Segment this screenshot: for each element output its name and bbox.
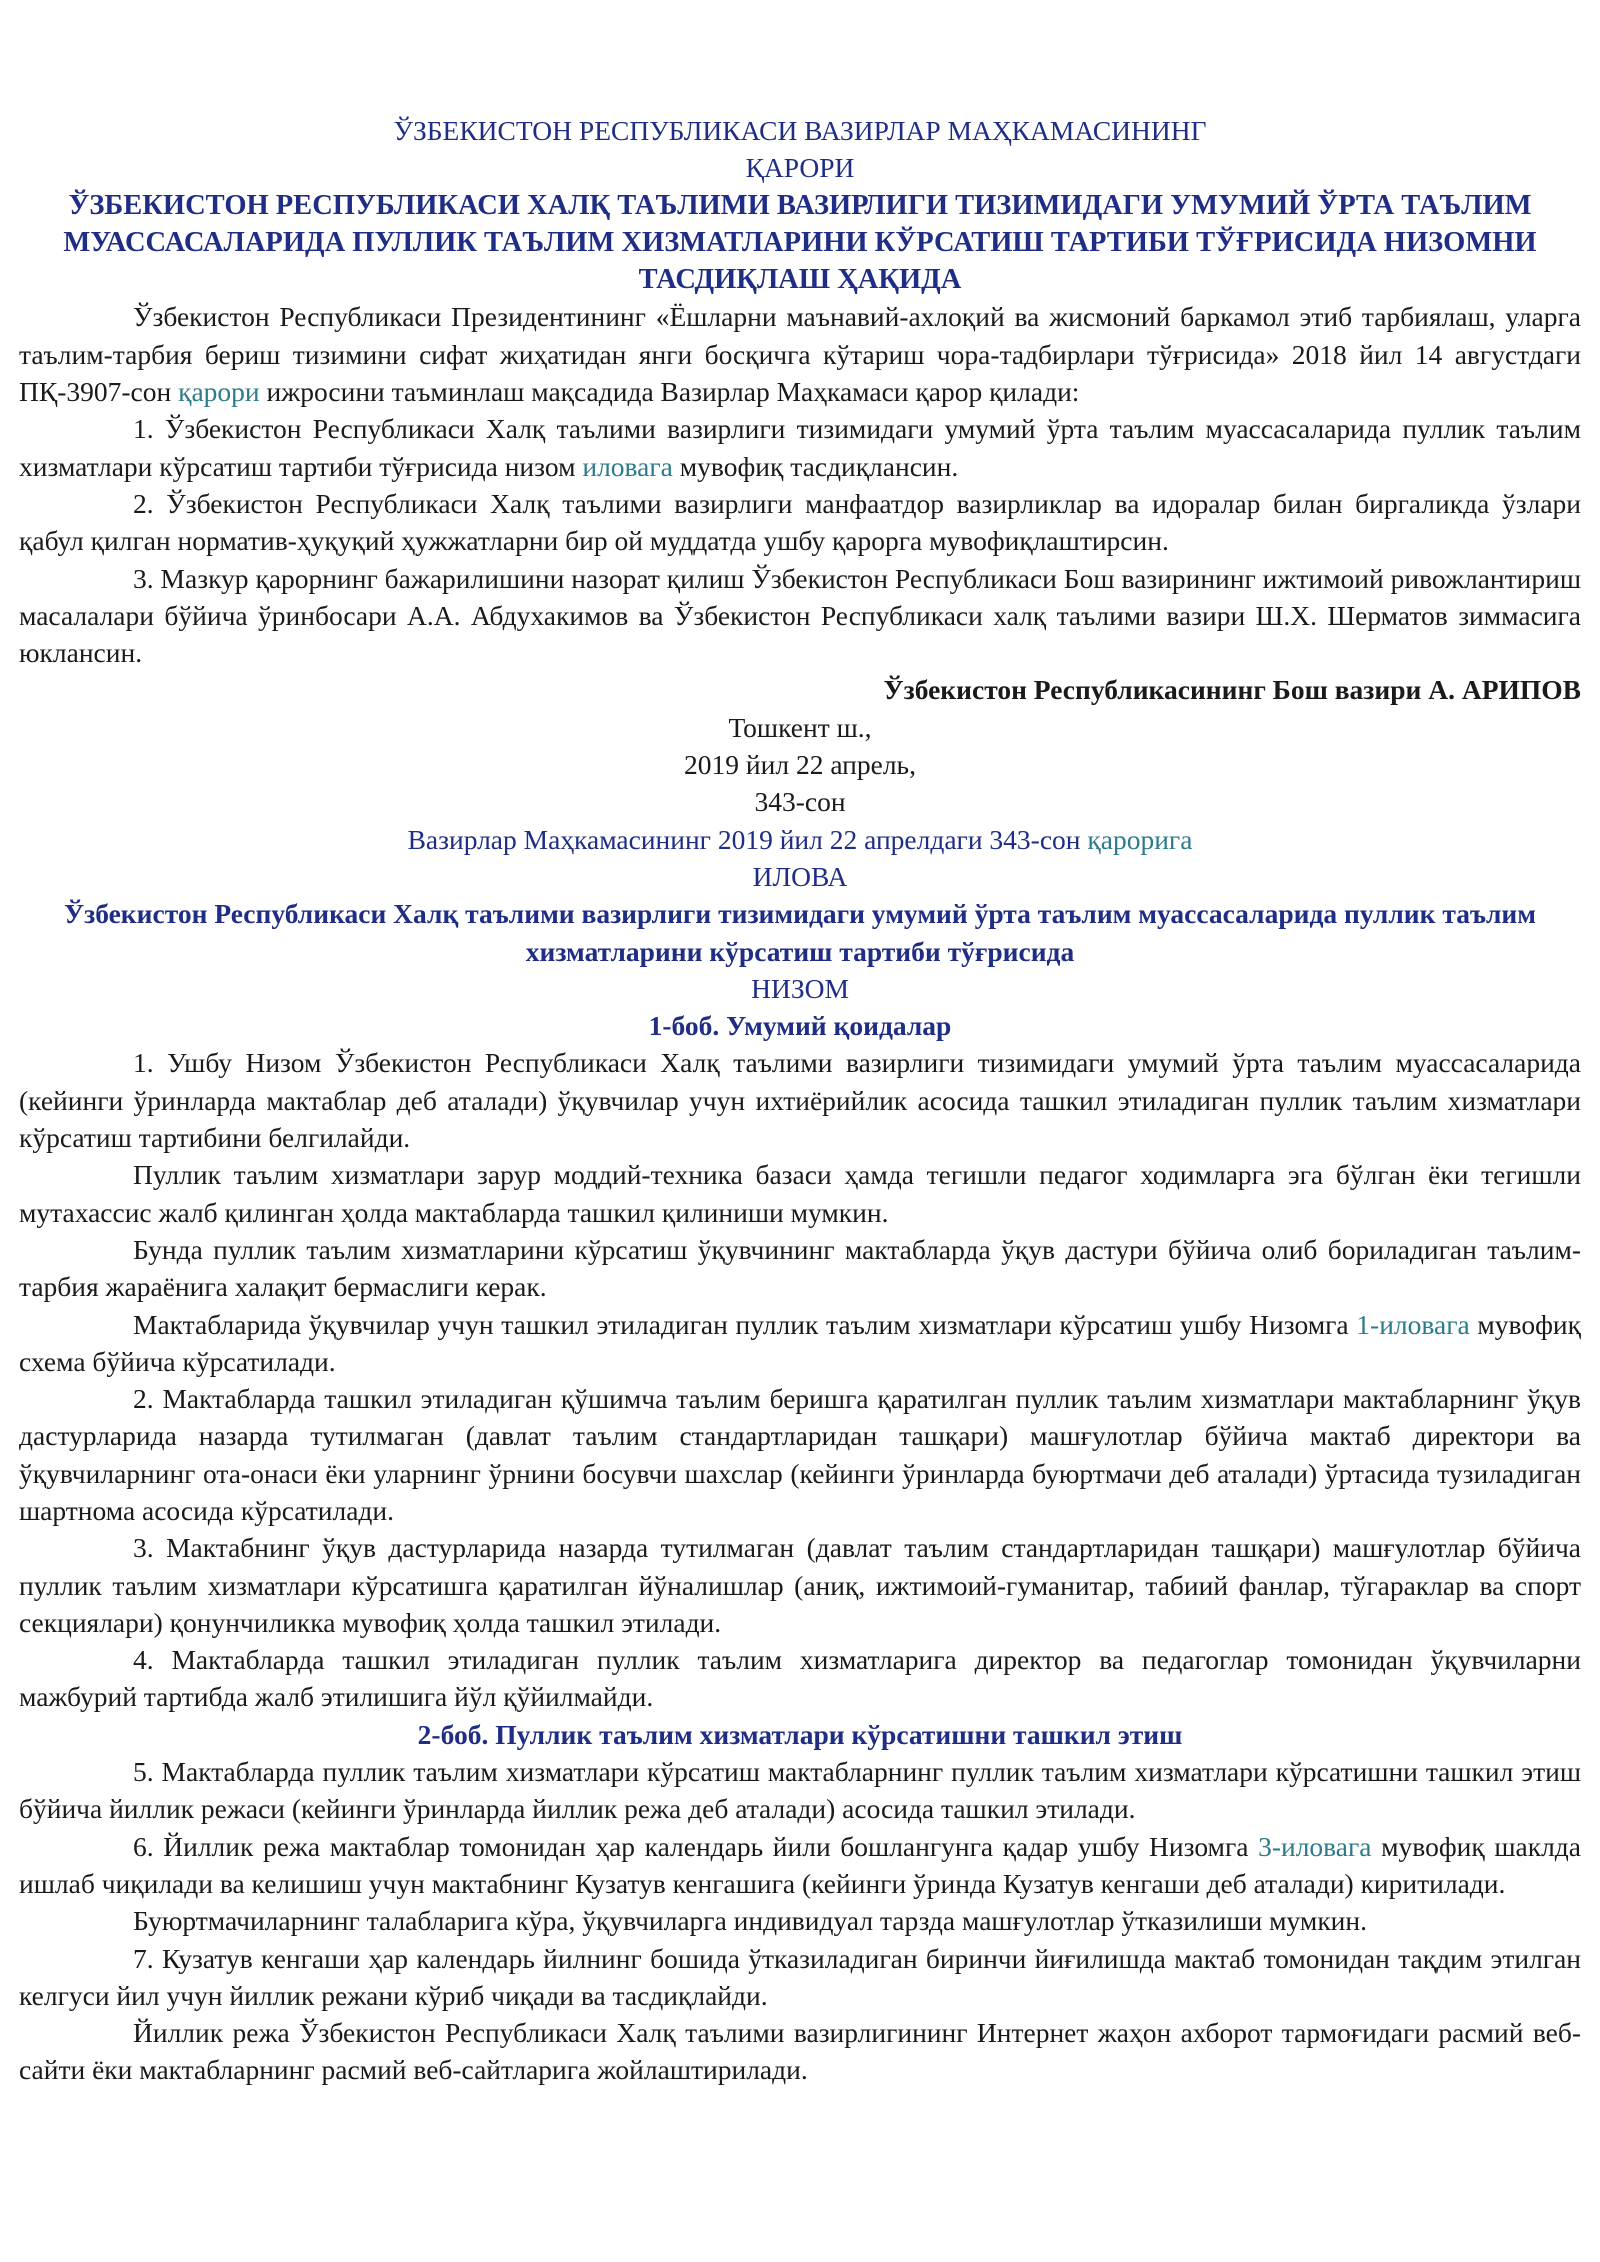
clause-3: 3. Мактабнинг ўқув дастурларида назарда тутилмаган (давлат таълим стандартларидан ташқари) машғулотлар бўйича пуллик таълим хизматлари кўрсатишга қаратилган йўналишлар (аниқ, ижтимоий-гуманитар, табиий фанлар, тўгараклар ва спорт секциялари) қонунчиликка мувофиқ ҳолда ташкил этилади. xyxy=(19,1532,1581,1638)
clause-2: 2. Мактабларда ташкил этиладиган қўшимча таълим беришга қаратилган пуллик таълим хизматлари мактабларнинг ўқув дастурларида назарда тутилмаган (давлат таълим стандартларидан ташқари) машғулотлар бўйича мактаб директори ва ўқувчиларнинг ота-онаси ёки уларнинг ўрнини босувчи шахслар (кейинги ўринларда буюртмачи деб аталади) ўртасида тузиладиган шартнома асосида кўрсатилади. xyxy=(19,1383,1581,1526)
annex-label: ИЛОВА xyxy=(752,860,848,892)
clause-1-para-2: Пуллик таълим хизматлари зарур моддий-техника базаси ҳамда тегишли педагог ходимларга эга бўлган ёки тегишли мутахассис жалб қилинган ҳолда мактабларда ташкил қилиниши мумкин. xyxy=(19,1159,1581,1228)
preamble xyxy=(19,298,1581,410)
decree-item-1-end: мувофиқ тасдиқлансин. xyxy=(672,450,959,482)
doc-type: ҚАРОРИ xyxy=(745,152,855,184)
chapter-1-heading: 1-боб. Умумий қоидалар xyxy=(648,1010,952,1042)
clause-5: 5. Мактабларда пуллик таълим хизматлари кўрсатиш мактабларнинг пуллик таълим хизматлари кўрсатишни ташкил этиш бўйича йиллик режаси (кейинги ўринларда йиллик режа деб аталади) асосида ташкил этилади. xyxy=(19,1756,1581,1825)
clause-1-para-3: Бунда пуллик таълим хизматларини кўрсатиш ўқувчининг мактабларда ўқув дастури бўйича олиб бориладиган таълим-тарбия жараёнига халақит бермаслиги керак. xyxy=(19,1233,1581,1303)
annex-link[interactable]: иловага xyxy=(582,450,673,482)
signature-number: 343-сон xyxy=(754,786,846,818)
clause-1-para-4-text: Мактабларида ўқувчилар учун ташкил этиладиган пуллик таълим хизматлари кўрсатиш ушбу Низомга xyxy=(133,1308,1357,1340)
clause-7-para-2: Йиллик режа Ўзбекистон Республикаси Халқ таълими вазирлигининг Интернет жаҳон ахборот тармоғидаги расмий веб-сайти ёки мактабларнинг расмий веб-сайтларига жойлаштирилади. xyxy=(19,2017,1581,2086)
annex-title: Ўзбекистон Республикаси Халқ таълими вазирлиги тизимидаги умумий ўрта таълим муассасаларида пуллик таълим хизматларини кўрсатиш тартиби тўғрисида xyxy=(63,898,1536,967)
preamble-text: Ўзбекистон Республикаси Президентининг «Ёшларни маънавий-ахлоқий ва жисмоний баркамол этиб тарбиялаш, уларга таълим-тарбия бериш тизимини сифат жиҳатидан янги босқичга кўтариш чора-тадбирлари тўғрисида» 2018 йил 14 августдаги ПҚ-3907-сон xyxy=(19,301,1581,408)
clause-1: 1. Ушбу Низом Ўзбекистон Республикаси Халқ таълими вазирлиги тизимидаги умумий ўрта таълим муассасаларида (кейинги ўринларда мактаблар деб аталади) ўқувчилар учун ихтиёрийлик асосида ташкил этиладиган пуллик таълим хизматлари кўрсатиш тартибини белгилайди. xyxy=(19,1047,1581,1154)
clause-4: 4. Мактабларда ташкил этиладиган пуллик таълим хизматларига директор ва педагоглар томонидан ўқувчиларни мажбурий тартибда жалб этилишига йўл қўйилмайди. xyxy=(19,1644,1581,1713)
clause-7: 7. Кузатув кенгаши ҳар календарь йилнинг бошида ўтказиладиган биринчи йиғилишда мактаб томонидан тақдим этилган келгуси йил учун йиллик режани кўриб чиқади ва тасдиқлайди. xyxy=(19,1942,1581,2011)
annex-3-link[interactable]: 3-иловага xyxy=(1258,1830,1372,1862)
decree-item-3: 3. Мазкур қарорнинг бажарилишини назорат қилиш Ўзбекистон Республикаси Бош вазирининг ижтимоий ривожлантириш масалалари бўйича ўринбосари А.А. Абдухакимов ва Ўзбекистон Республикаси халқ таълими вазири Ш.Х. Шерматов зиммасига юклансин. xyxy=(19,562,1581,669)
clause-1-para-4 xyxy=(19,1306,1581,1381)
decree-item-1-text: 1. Ўзбекистон Республикаси Халқ таълими вазирлиги тизимидаги умумий ўрта таълим муассасаларида пуллик таълим хизматлари кўрсатиш тартиби тўғрисида низом xyxy=(19,413,1581,482)
preamble-link[interactable]: қарори xyxy=(178,376,260,408)
signature-place: Тошкент ш., xyxy=(728,711,872,743)
signature-date: 2019 йил 22 апрель, xyxy=(684,749,916,781)
decree-item-2: 2. Ўзбекистон Республикаси Халқ таълими вазирлиги манфаатдор вазирликлар ва идоралар билан биргаликда ўзлари қабул қилган норматив-ҳуқуқий ҳужжатларни бир ой муддатда ушбу қарорга мувофиқлаштирсин. xyxy=(19,487,1581,557)
annex-reference-text: Вазирлар Маҳкамасининг 2019 йил 22 апрелдаги 343-сон xyxy=(407,823,1088,855)
chapter-2-heading: 2-боб. Пуллик таълим хизматлари кўрсатишни ташкил этиш xyxy=(417,1718,1183,1750)
preamble-text-end: ижросини таъминлаш мақсадида Вазирлар Маҳкамаси қарор қилади: xyxy=(259,376,1080,408)
annex-reference xyxy=(19,821,1581,858)
regulation-label: НИЗОМ xyxy=(751,972,849,1004)
clause-1-para-4-end: мувофиқ схема бўйича кўрсатилади. xyxy=(19,1308,1581,1377)
decree-link[interactable]: қарорига xyxy=(1087,823,1193,855)
authority-line: ЎЗБЕКИСТОН РЕСПУБЛИКАСИ ВАЗИРЛАР МАҲКАМАСИНИНГ xyxy=(393,115,1207,146)
annex-1-link[interactable]: 1-иловага xyxy=(1356,1308,1470,1340)
clause-6-end: мувофиқ шаклда ишлаб чиқилади ва келишиш учун мактабнинг Кузатув кенгашига (кейинги ўринда Кузатув кенгаши деб аталади) киритилади. xyxy=(19,1830,1581,1899)
decree-item-1 xyxy=(19,410,1581,485)
clause-6-para-2: Буюртмачиларнинг талабларига кўра, ўқувчиларга индивидуал тарзда машғулотлар ўтказилиши мумкин. xyxy=(133,1905,1367,1937)
clause-6 xyxy=(19,1828,1581,1903)
signer: Ўзбекистон Республикасининг Бош вазири А. АРИПОВ xyxy=(883,674,1581,706)
decree-title: ЎЗБЕКИСТОН РЕСПУБЛИКАСИ ХАЛҚ ТАЪЛИМИ ВАЗИРЛИГИ ТИЗИМИДАГИ УМУМИЙ ЎРТА ТАЪЛИМ МУАССАСАЛАРИДА ПУЛЛИК ТАЪЛИМ ХИЗМАТЛАРИНИ КЎРСАТИШ ТАРТИБИ ТЎҒРИСИДА НИЗОМНИ ТАСДИҚЛАШ ҲАҚИДА xyxy=(63,189,1537,296)
clause-6-text: 6. Йиллик режа мактаблар томонидан ҳар календарь йили бошлангунга қадар ушбу Низомга xyxy=(133,1830,1259,1862)
